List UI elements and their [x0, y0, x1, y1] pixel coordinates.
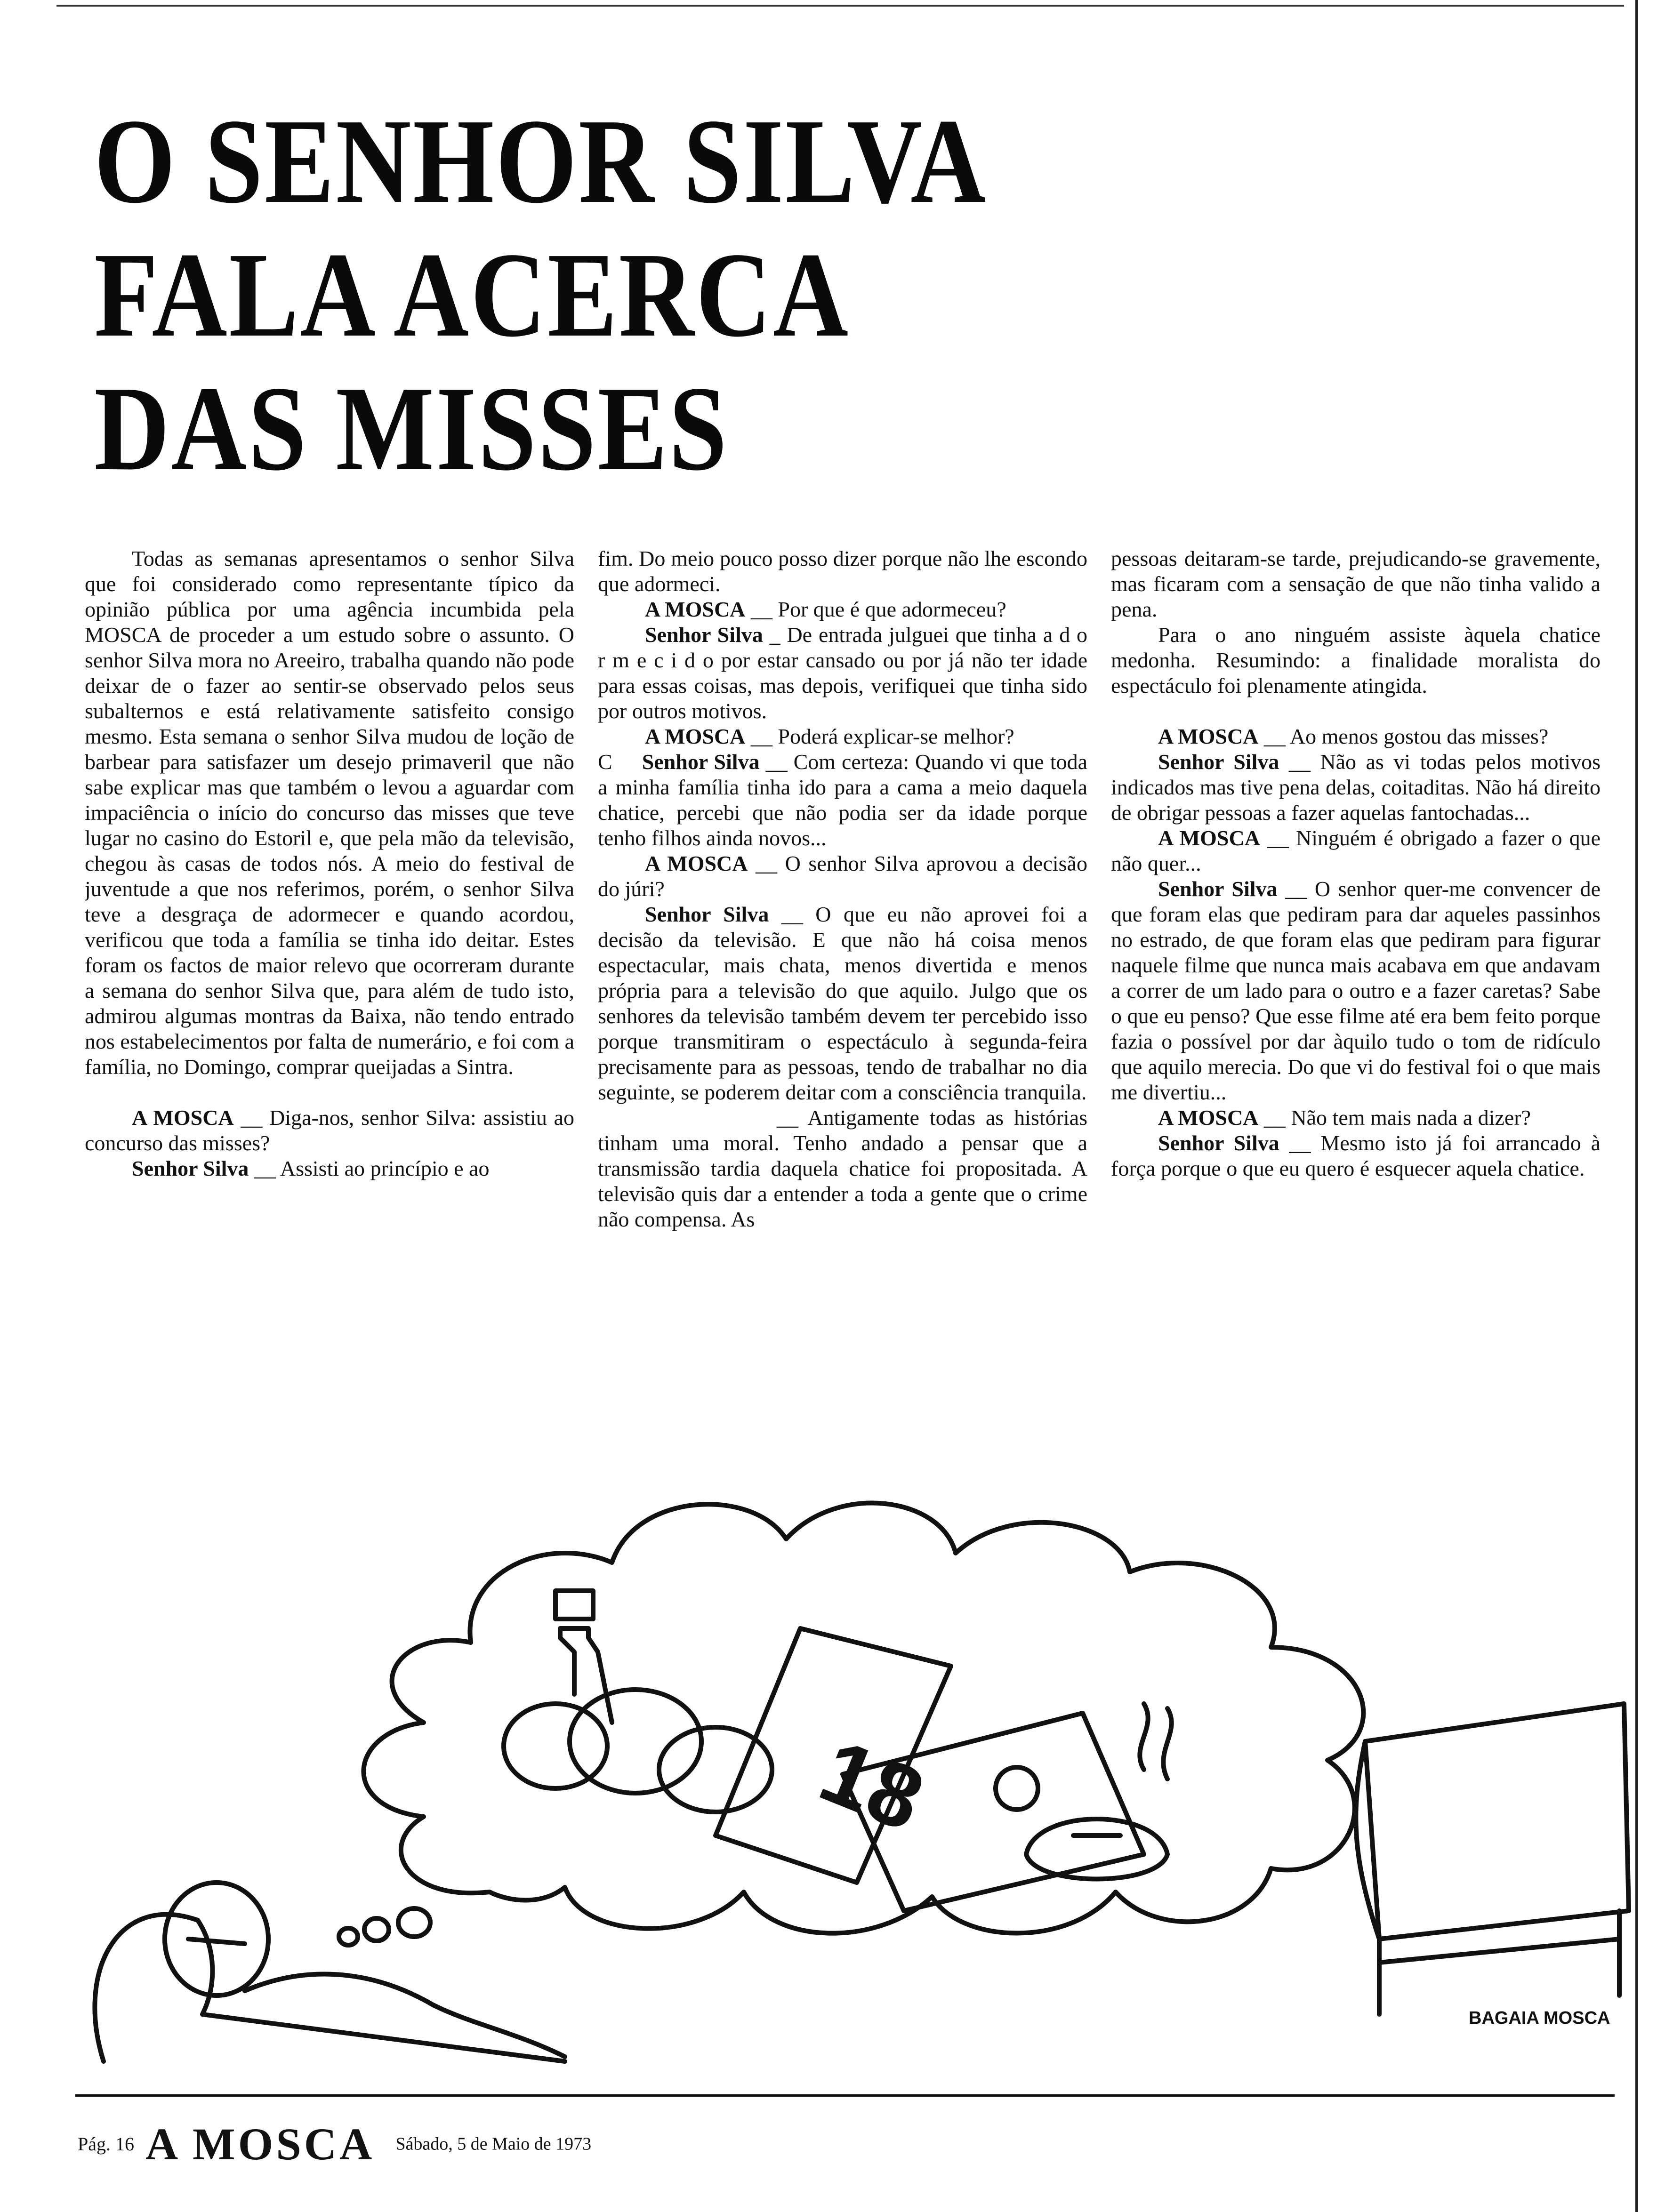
top-edge-rule [56, 5, 1624, 7]
article-column-2 [598, 546, 1087, 1271]
answer-text: __ Assisti ao princípio e ao [249, 1156, 490, 1180]
soup-tureen [1026, 1819, 1167, 1879]
speaker-mosca: A MOSCA [1158, 826, 1260, 850]
answer-text: _ De entrada julguei que tinha a d o r m e c i d o por estar cansado ou por já não ter idade para essas coisas, mas depois, verifiquei que tinha sido por outros motivos. [598, 623, 1087, 723]
cartoon-illustration [47, 1431, 1648, 2071]
answer-5 [1111, 749, 1601, 825]
magazine-name: A MOSCA [145, 2119, 375, 2169]
headline-line-2: FALA ACERCA [94, 227, 850, 362]
answer-4-continued: __ Antigamente todas as histórias tinham uma moral. Tenho andado a pensar que a transmissão tardia daquela chatice foi propositada. A televisão quis dar a entender a toda a gente que o crime não compensa. As [598, 1106, 1087, 1231]
answer-text: __ Mesmo isto já foi arrancado à força porque o que eu quero é esquecer aquela chatice. [1111, 1131, 1601, 1180]
thought-bubble-small [339, 1928, 358, 1945]
question-5 [1111, 724, 1601, 749]
sleeping-man-body [245, 1974, 565, 2057]
headline-line-1: O SENHOR SILVA [94, 94, 988, 228]
question-3 [598, 724, 1087, 749]
question-text: __ Ao menos gostou das misses? [1258, 724, 1549, 748]
question-text: __ Ninguém é obrigado a fazer o que não quer... [1111, 826, 1601, 875]
answer-4-conclusion: Para o ano ninguém assiste àquela chatice medonha. Resumindo: a finalidade moralista do espectáculo foi plenamente atingida. [1111, 623, 1601, 697]
speaker-silva: Senhor Silva [1158, 877, 1278, 901]
speaker-mosca: A MOSCA [645, 724, 746, 748]
speaker-silva: Senhor Silva [645, 902, 769, 926]
headline [94, 94, 1025, 495]
question-text: __ O senhor Silva aprovou a decisão do júri? [598, 851, 1087, 901]
sleeping-man-glasses [188, 1939, 245, 1944]
question-4 [598, 851, 1087, 902]
speaker-mosca: A MOSCA [1158, 724, 1259, 748]
cheque-seal [996, 1767, 1038, 1810]
answer-3 [598, 749, 1087, 851]
page-number: Pág. 16 [78, 2133, 134, 2155]
speaker-mosca: A MOSCA [1158, 1106, 1259, 1130]
answer-text: __ O que eu não aprovei foi a decisão da televisão. E que não há coisa menos espectacular, mais chata, menos divertida e menos própria para a televisão do que aquilo. Julgo que os senhores da televisão também devem ter percebido isso porque transmitiram o espectáculo à segunda-feira precisamente para as pessoas, tendo de trabalhar no dia seguinte, se poderem deitar com a consciência tranquila. [598, 902, 1087, 1104]
speaker-mosca: A MOSCA [645, 597, 746, 621]
thought-bubble-large [398, 1908, 430, 1937]
banknote-number: 18 [807, 1720, 937, 1851]
cartoonist-signature: BAGAIA MOSCA [1469, 2008, 1610, 2028]
question-text: __ Poderá explicar-se melhor? [745, 724, 1014, 748]
pillow-1 [504, 1704, 607, 1788]
pillow-2 [570, 1690, 701, 1793]
footer-rule [75, 2094, 1615, 2097]
speaker-silva: Senhor Silva [132, 1156, 249, 1180]
speaker-mosca: A MOSCA [132, 1106, 234, 1130]
answer-4 [598, 902, 1087, 1105]
speaker-silva: Senhor Silva [1158, 1131, 1279, 1155]
question-6 [1111, 825, 1601, 876]
answer-1 [85, 1156, 574, 1181]
headline-line-3: DAS MISSES [94, 361, 729, 496]
bottle-cap [555, 1591, 593, 1619]
answer-4-end: pessoas deitaram-se tarde, prejudicando-se gravemente, mas ficaram com a sensação de que não tinha valido a pena. [1111, 546, 1601, 621]
question-text: __ Não tem mais nada a dizer? [1258, 1106, 1531, 1130]
question-2 [598, 597, 1087, 622]
speaker-silva: Senhor Silva [645, 623, 763, 647]
page-footer [78, 2118, 592, 2169]
speaker-silva: Senhor Silva [642, 750, 760, 774]
question-text: __ Por que é que adormeceu? [745, 597, 1006, 621]
speaker-silva: Senhor Silva [1158, 750, 1279, 774]
thought-bubble-medium [364, 1918, 389, 1941]
question-text: __ Diga-nos, senhor Silva: assistiu ao concurso das misses? [85, 1106, 574, 1155]
stray-letter: C [598, 750, 619, 774]
issue-date: Sábado, 5 de Maio de 1973 [395, 2134, 592, 2154]
answer-1-continued: fim. Do meio pouco posso dizer porque não lhe escondo que adormeci. [598, 546, 1087, 596]
answer-7 [1111, 1130, 1601, 1181]
answer-2 [598, 622, 1087, 724]
answer-text: __ Não as vi todas pelos motivos indicados mas tive pena delas, coitaditas. Não há direito de obrigar pessoas a fazer aquelas fantochadas... [1111, 750, 1601, 825]
question-7 [1111, 1105, 1601, 1130]
answer-6 [1111, 876, 1601, 1105]
answer-text: __ O senhor quer-me convencer de que foram elas que pediram para dar aqueles passinhos no estrado, de que foram elas que pediram para figurar naquele filme que nunca mais acabava em que andavam a correr de um lado para o outro e a fazer caretas? Sabe o que eu penso? Que esse filme até era bem feito porque fazia o possível por dar àquilo tudo o tom de ridículo que aquilo merecia. Do que vi do festival foi o que mais me divertiu... [1111, 877, 1601, 1104]
article-column-3 [1111, 546, 1601, 1271]
television [1365, 1704, 1629, 1939]
answer-text: __ Com certeza: Quando vi que toda a minha família tinha ido para a cama a meio daquela chatice, percebi que não podia ser da idade porque tenho filhos ainda novos... [598, 750, 1087, 850]
article-column-1 [85, 546, 574, 1271]
question-1 [85, 1105, 574, 1156]
speaker-mosca: A MOSCA [645, 851, 748, 875]
steam [1140, 1704, 1171, 1779]
intro-paragraph: Todas as semanas apresentamos o senhor Silva que foi considerado como representante típico da opinião pública por uma agência incumbida pela MOSCA de proceder a um estudo sobre o assunto. O senhor Silva mora no Areeiro, trabalha quando não pode deixar de o fazer ao sentir-se observado pelos seus subalternos e está relativamente satisfeito consigo mesmo. Esta semana o senhor Silva mudou de loção de barbear para satisfazer um desejo primaveril que não sabe explicar mas que também o levou a aguardar com impaciência o início do concurso das misses que teve lugar no casino do Estoril e, que pela mão da televisão, chegou às casas de todos nós. A meio do festival de juventude a que nos referimos, porém, o senhor Silva teve a desgraça de adormecer e quando acordou, verificou que toda a família se tinha ido deitar. Estes foram os factos de maior relevo que ocorreram durante a semana do senhor Silva que, para além de tudo isto, admirou algumas montras da Baixa, não tendo entrado nos estabelecimentos por falta de numerário, e foi com a família, no Domingo, comprar queijadas a Sintra. [85, 546, 574, 1079]
